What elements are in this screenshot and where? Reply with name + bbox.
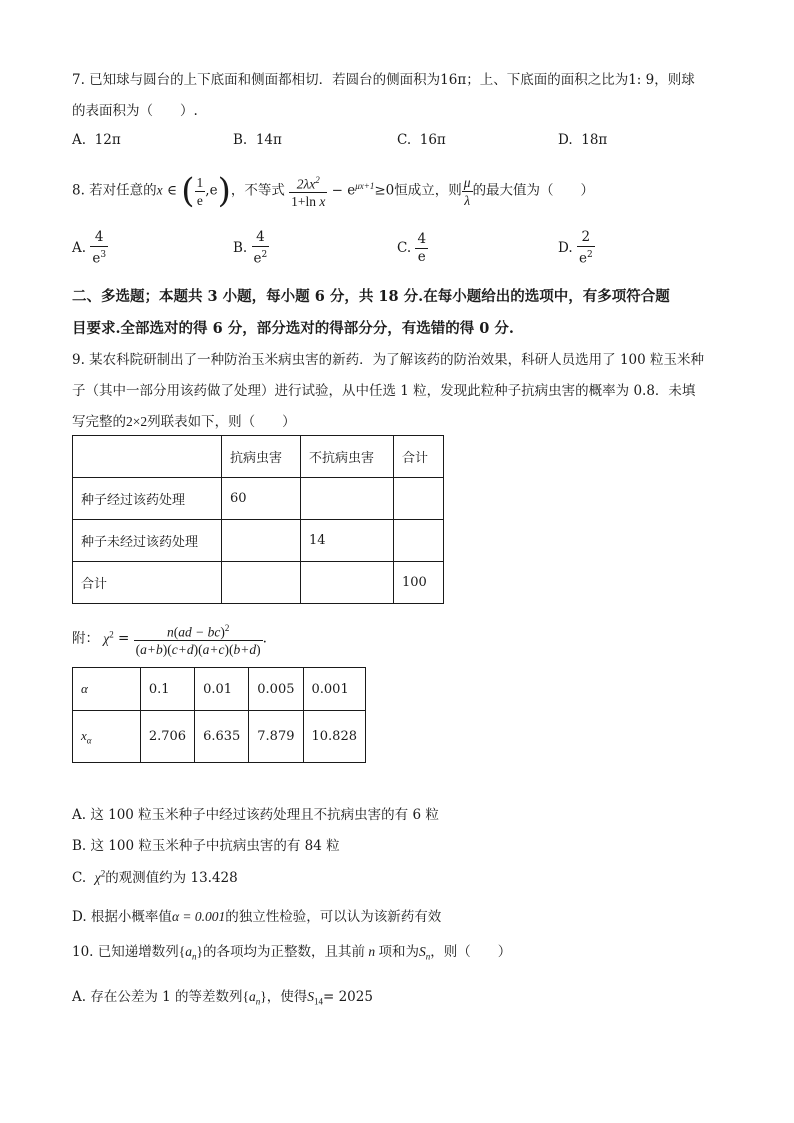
table-cell xyxy=(301,478,394,520)
alpha-label: α xyxy=(73,668,141,711)
q7-option-b[interactable]: B. 14π xyxy=(233,132,282,148)
table-cell: 种子未经过该药处理 xyxy=(73,520,222,562)
table-cell: 0.001 xyxy=(303,668,366,711)
q9-option-d[interactable]: D. 根据小概率值α = 0.001的独立性检验，可以认为该新药有效 xyxy=(72,909,442,925)
q10-stem: 10. 已知递增数列$\{a_n\}$的各项均为正整数，且其前 n 项和为$S_n$，则（ ） xyxy=(72,944,512,962)
table-header-row xyxy=(73,436,444,478)
table-row xyxy=(73,478,444,520)
q7-option-c[interactable]: C. 16π xyxy=(397,132,446,148)
q9-line1: 9. 某农科院研制出了一种防治玉米病虫害的新药．为了解该药的防治效果，科研人员选用了 100 粒玉米种 xyxy=(72,352,705,368)
chi-square-formula: 附： $\chi^2$ = $\frac{n(ad - bc)^2}{(a+b)(c+d)(a+c)(b+d)}$ . xyxy=(72,622,267,658)
table-row xyxy=(73,520,444,562)
table-cell: 0.1 xyxy=(140,668,194,711)
table-row xyxy=(73,562,444,604)
table-row xyxy=(73,668,366,711)
table-row xyxy=(73,711,366,763)
table-cell: 60 xyxy=(222,478,301,520)
q9-option-b[interactable]: B. 这 100 粒玉米种子中抗病虫害的有 84 粒 xyxy=(72,838,340,854)
critical-value-table xyxy=(72,667,366,763)
q7-line1: 7. 已知球与圆台的上下底面和侧面都相切．若圆台的侧面积为16π；上、下底面的面积之比为1: 9，则球 xyxy=(72,72,695,88)
table-cell xyxy=(394,478,444,520)
q9-line2: 子（其中一部分用该药做了处理）进行试验，从中任选 1 粒，发现此粒种子抗病虫害的概率为 0.8．未填 xyxy=(72,383,696,399)
table-header-cell: 不抗病虫害 xyxy=(301,436,394,478)
q8-option-a[interactable]: A. $\frac{4}{e^3}$ xyxy=(72,229,107,267)
q8-option-d[interactable]: D. $\frac{2}{e^2}$ xyxy=(558,229,593,267)
table-cell: 14 xyxy=(301,520,394,562)
table-cell xyxy=(301,562,394,604)
table-cell: 2.706 xyxy=(140,711,194,763)
q9-line3: 写完整的2×2列联表如下，则（ ） xyxy=(72,414,296,430)
section2-heading-line2: 目要求.全部选对的得 6 分，部分选对的得部分分，有选错的得 0 分. xyxy=(72,320,514,337)
table-cell xyxy=(394,520,444,562)
table-cell: 6.635 xyxy=(195,711,249,763)
q9-option-c[interactable]: C. $\chi^2$的观测值约为 13.428 xyxy=(72,868,238,886)
table-cell: 种子经过该药处理 xyxy=(73,478,222,520)
table-cell: 10.828 xyxy=(303,711,366,763)
table-cell: 7.879 xyxy=(249,711,303,763)
table-header-cell: 合计 xyxy=(394,436,444,478)
q7-line2: 的表面积为（ ）. xyxy=(72,103,198,119)
q10-option-a[interactable]: A. 存在公差为 1 的等差数列$\{a_n\}$，使得$S_{14}= 2025$ xyxy=(72,989,373,1007)
x-alpha-label: $x_\alpha$ xyxy=(73,711,141,763)
table-header-cell xyxy=(73,436,222,478)
table-cell: 0.005 xyxy=(249,668,303,711)
q8-stem: 8. 若对任意的x ∈ ( $\frac{1}{e}$ ,e)，不等式 $\frac{2\lambda x^2}{\text{1+ln x}}$ − $e^{\mu x+1}\ge 0$恒成立，则 $\frac{\mu}{\lambda}$ 的最大值为（ ） xyxy=(72,171,595,211)
q9-option-a[interactable]: A. 这 100 粒玉米种子中经过该药处理且不抗病虫害的有 6 粒 xyxy=(72,807,439,823)
contingency-table xyxy=(72,435,444,604)
table-cell: 100 xyxy=(394,562,444,604)
table-cell xyxy=(222,520,301,562)
table-cell: 0.01 xyxy=(195,668,249,711)
section2-heading-line1: 二、多选题；本题共 3 小题，每小题 6 分，共 18 分.在每小题给出的选项中，有多项符合题 xyxy=(72,288,670,305)
q8-option-c[interactable]: C. $\frac{4}{e}$ xyxy=(397,231,427,265)
table-header-cell: 抗病虫害 xyxy=(222,436,301,478)
q7-option-a[interactable]: A. 12π xyxy=(72,132,121,148)
table-cell xyxy=(222,562,301,604)
table-cell: 合计 xyxy=(73,562,222,604)
q8-option-b[interactable]: B. $\frac{4}{e^2}$ xyxy=(233,229,268,267)
q7-option-d[interactable]: D. 18π xyxy=(558,132,608,148)
